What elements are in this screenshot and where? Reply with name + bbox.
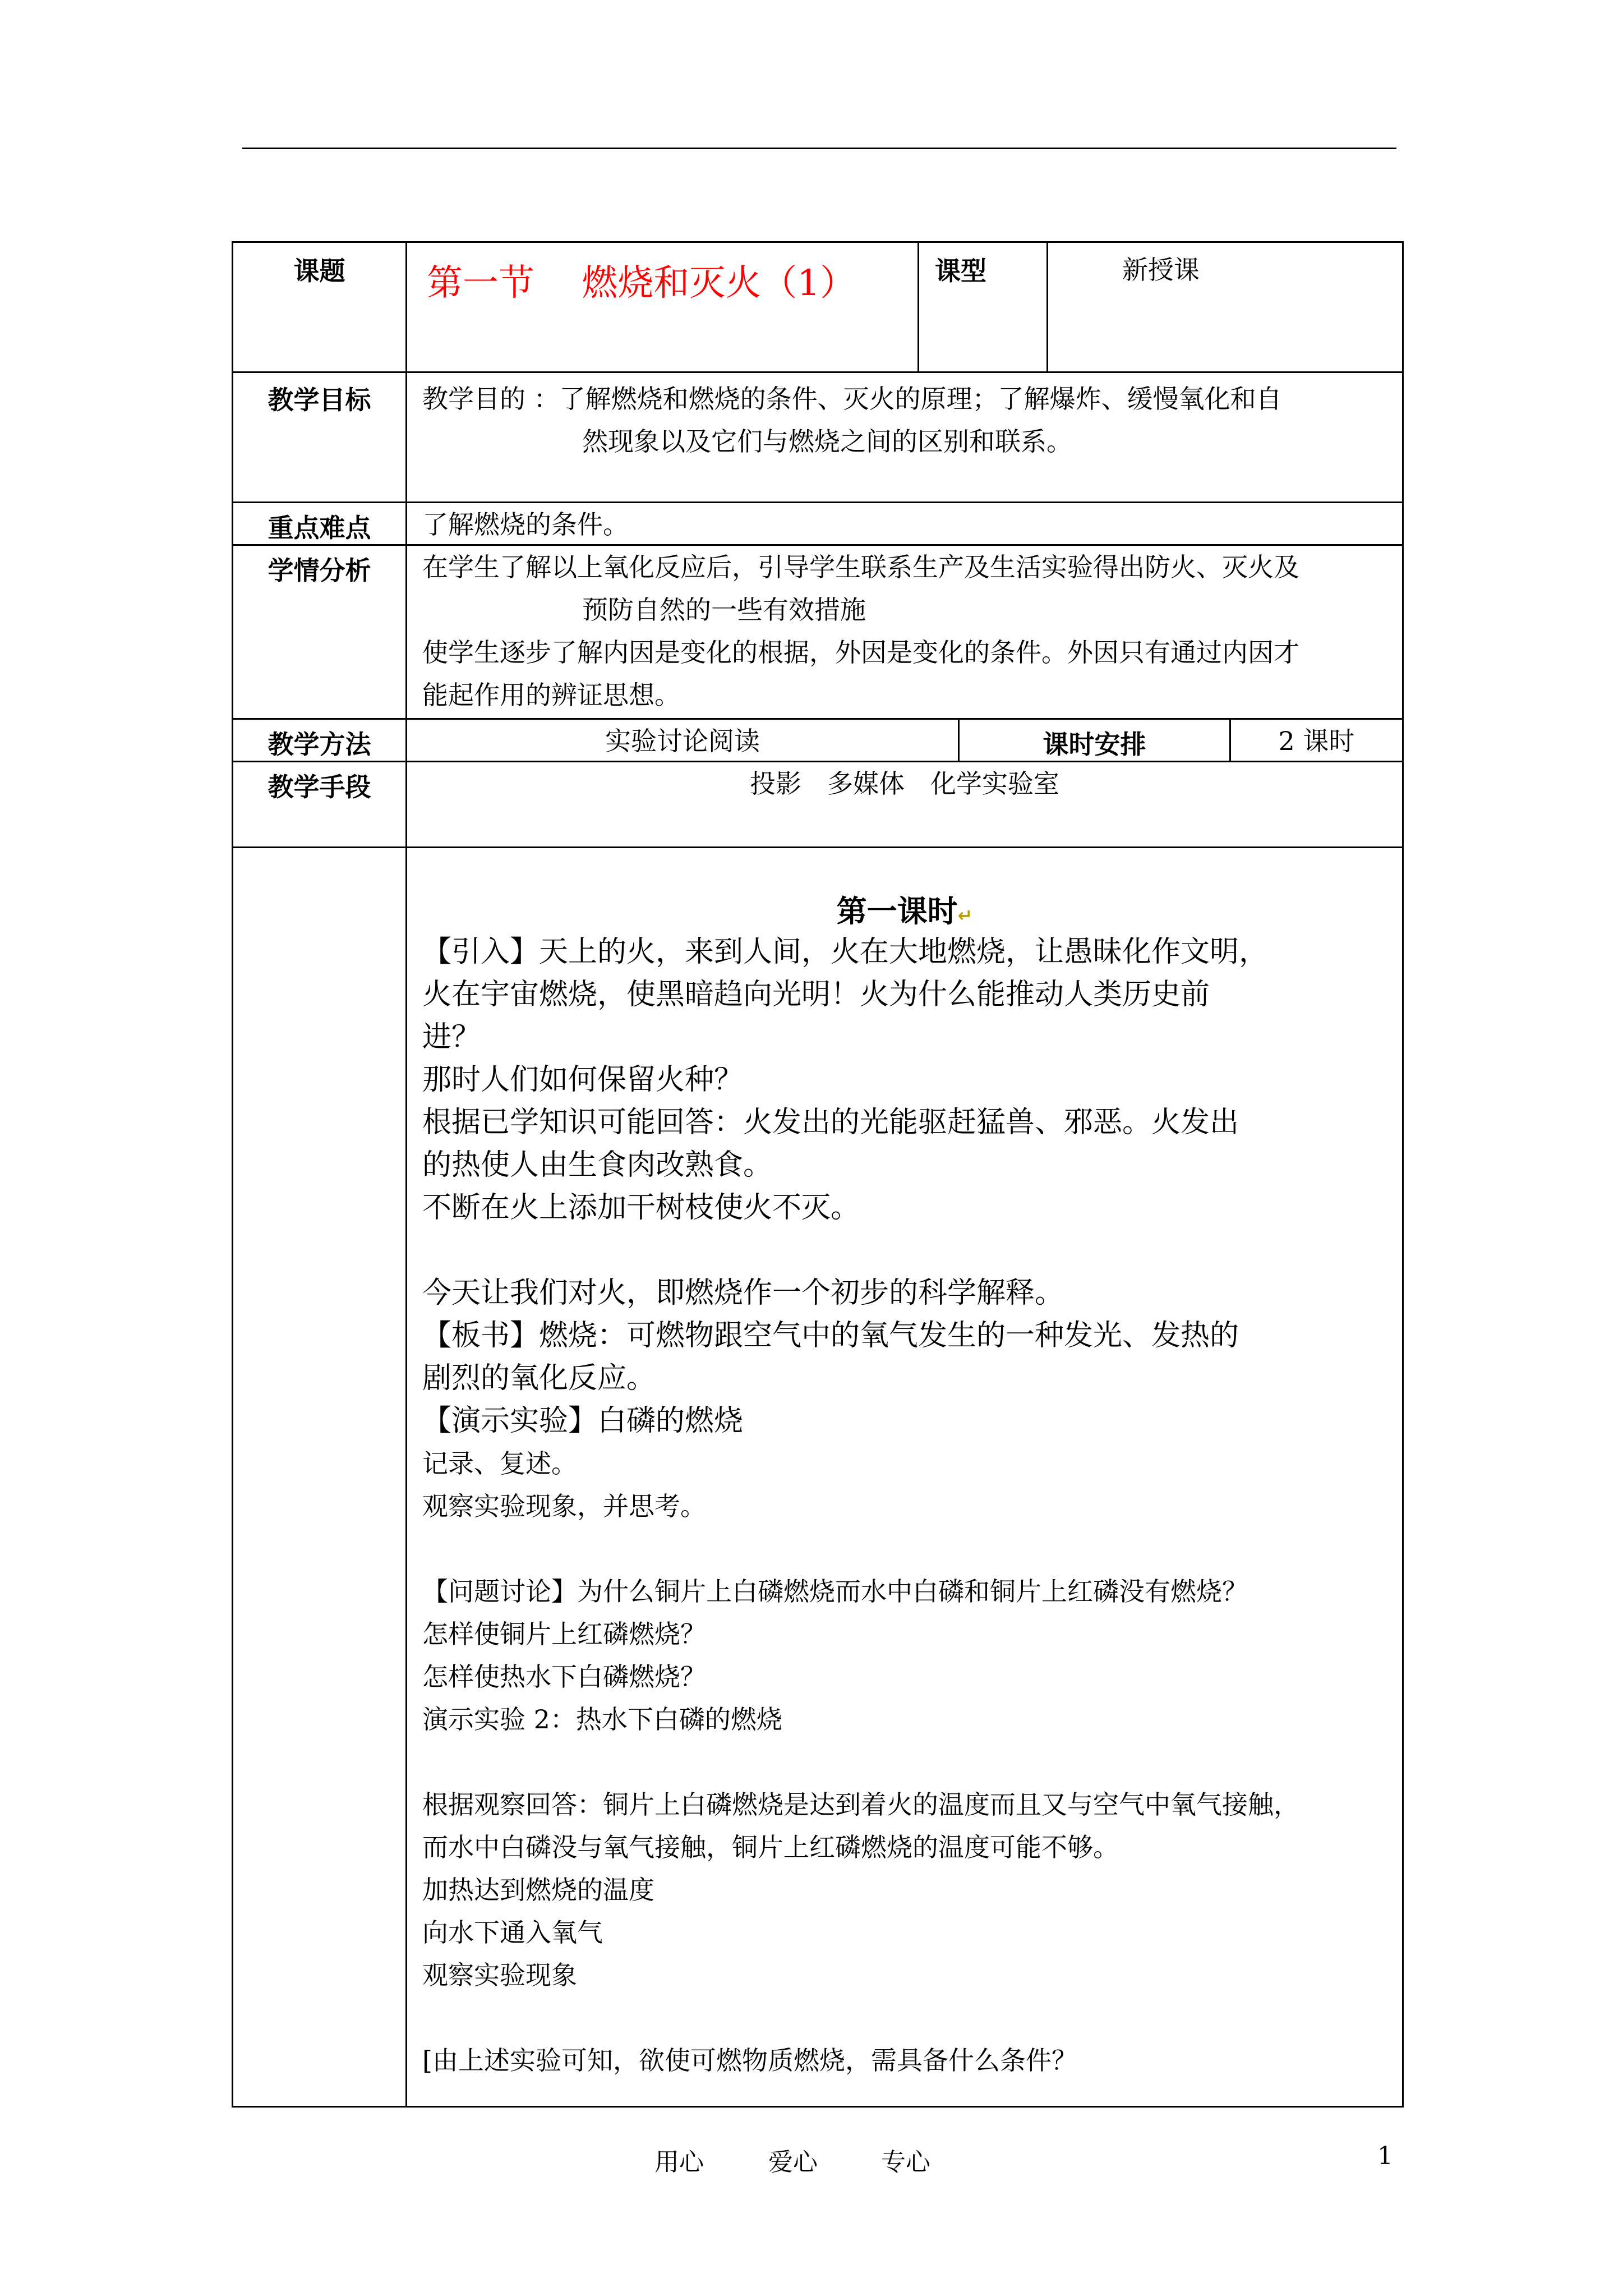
analysis-text (405, 544, 1404, 718)
note-line: 而水中白磷没与氧气接触，铜片上红磷燃烧的温度可能不够。 (422, 1832, 1119, 1862)
note-line: 记录、复述。 (422, 1448, 577, 1479)
analysis-line-1: 在学生了解以上氧化反应后，引导学生联系生产及生活实验得出防火、灭火及 (422, 552, 1299, 582)
note-line: 加热达到燃烧的温度 (422, 1875, 654, 1905)
lesson-body (422, 931, 1402, 1442)
method-label: 教学方法 (232, 718, 405, 761)
header-rule (242, 148, 1396, 149)
note-line: 根据观察回答：铜片上白磷燃烧是达到着火的温度而且又与空气中氧气接触， (422, 1789, 1299, 1820)
analysis-line-3: 使学生逐步了解内因是变化的根据，外因是变化的条件。外因只有通过内因才 (422, 637, 1299, 668)
type-value: 新授课 (1046, 241, 1404, 371)
note-line: 怎样使热水下白磷燃烧？ (422, 1662, 706, 1692)
topic-label: 课题 (232, 241, 405, 371)
content-cell (405, 846, 1404, 2108)
analysis-line-4: 能起作用的辨证思想。 (422, 680, 680, 710)
lesson-line: 那时人们如何保留火种？ (422, 1063, 744, 1097)
lesson-line: 根据已学知识可能回答：火发出的光能驱赶猛兽、邪恶。火发出 (422, 1106, 1239, 1139)
footer-right: 专心 (881, 2148, 930, 2177)
lesson-line: 【引入】天上的火，来到人间，火在大地燃烧，让愚昧化作文明， (422, 935, 1269, 969)
lesson-line: 的热使人由生食肉改熟食。 (422, 1148, 773, 1182)
note-line: 向水下通入氧气 (422, 1917, 603, 1948)
analysis-label: 学情分析 (232, 544, 405, 718)
hours-label: 课时安排 (958, 718, 1229, 761)
note-line (422, 1996, 1402, 2039)
analysis-line-2: 预防自然的一些有效措施 (582, 595, 866, 625)
key-text: 了解燃烧的条件。 (405, 501, 1404, 544)
lesson-plan-table (232, 241, 1404, 2108)
lesson-line: 剧烈的氧化反应。 (422, 1361, 656, 1395)
footer-mid: 爱心 (768, 2148, 818, 2177)
note-line (422, 1741, 1402, 1783)
lesson-notes (422, 1442, 1402, 2082)
note-line (422, 1527, 1402, 1570)
note-line: 【问题讨论】为什么铜片上白磷燃烧而水中白磷和铜片上红磷没有燃烧？ (422, 1576, 1248, 1607)
lesson-line (422, 1229, 1402, 1272)
topic-title: 第一节 燃烧和灭火（1） (405, 241, 917, 371)
note-line: [由上述实验可知，欲使可燃物质燃烧，需具备什么条件？ (422, 2045, 1077, 2076)
content-label-cell (232, 846, 405, 2108)
means-label: 教学手段 (232, 761, 405, 846)
lesson-line: 【板书】燃烧：可燃物跟空气中的氧气发生的一种发光、发热的 (422, 1319, 1239, 1352)
means-value: 投影 多媒体 化学实验室 (405, 761, 1404, 846)
lesson-line: 不断在火上添加干树枝使火不灭。 (422, 1191, 860, 1225)
goal-text (405, 371, 1404, 501)
note-line: 怎样使铜片上红磷燃烧？ (422, 1619, 706, 1649)
lesson-title: 第一课时↵ (836, 894, 973, 929)
type-label: 课型 (917, 241, 1046, 371)
goal-label: 教学目标 (232, 371, 405, 501)
goal-line-2: 然现象以及它们与燃烧之间的区别和联系。 (582, 426, 1072, 457)
lesson-line: 进？ (422, 1020, 481, 1054)
lesson-line: 今天让我们对火，即燃烧作一个初步的科学解释。 (422, 1276, 1064, 1310)
goal-line-1: 教学目的 ：了解燃烧和燃烧的条件、灭火的原理；了解爆炸、缓慢氧化和自 (422, 384, 1282, 414)
key-label: 重点难点 (232, 501, 405, 544)
page-number: 1 (1377, 2142, 1393, 2170)
note-line: 观察实验现象，并思考。 (422, 1491, 706, 1521)
method-value: 实验讨论阅读 (405, 718, 958, 761)
note-line: 演示实验 2：热水下白磷的燃烧 (422, 1704, 782, 1734)
hours-value: 2 课时 (1229, 718, 1404, 761)
lesson-line: 火在宇宙燃烧，使黑暗趋向光明！火为什么能推动人类历史前 (422, 978, 1210, 1011)
lesson-line: 【演示实验】白磷的燃烧 (422, 1404, 744, 1438)
note-line: 观察实验现象 (422, 1960, 577, 1990)
footer-left: 用心 (654, 2148, 704, 2177)
